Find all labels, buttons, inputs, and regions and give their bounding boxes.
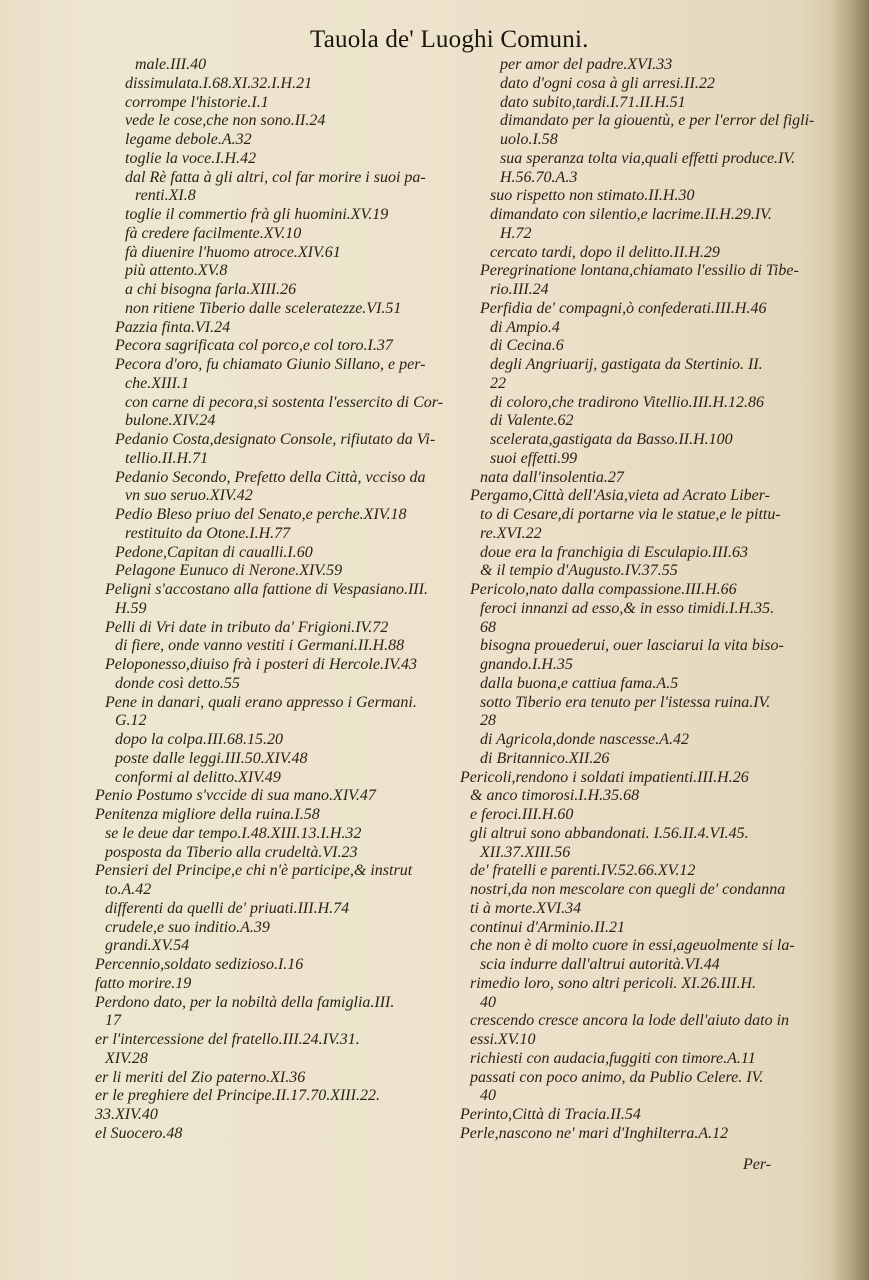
left-entry-line: Peloponesso,diuiso frà i posteri di Hercole.IV.43 bbox=[105, 656, 417, 673]
left-entry-line: di fiere, onde vanno vestiti i Germani.II.H.88 bbox=[115, 637, 405, 655]
left-entry-line: to.A.42 bbox=[105, 881, 152, 898]
right-entry-line: & anco timorosi.I.H.35.68 bbox=[470, 787, 640, 805]
left-entry-line: 17 bbox=[105, 1012, 121, 1030]
index-column-right bbox=[460, 56, 815, 1144]
right-entry-line: di Britannico.XII.26 bbox=[480, 749, 610, 767]
right-entry-line: 22 bbox=[490, 374, 506, 392]
right-entry-line: Perinto,Città di Tracia.II.54 bbox=[460, 1106, 641, 1123]
left-entry-line: corrompe l'historie.I.1 bbox=[125, 93, 269, 111]
right-entry-line: 28 bbox=[480, 712, 496, 730]
left-entry-line: H.59 bbox=[115, 599, 147, 617]
left-entry-line: tellio.II.H.71 bbox=[125, 449, 209, 467]
left-entry-line: Pecora d'oro, fu chiamato Giunio Sillano, e per- bbox=[115, 356, 426, 373]
left-entry-line: vede le cose,che non sono.II.24 bbox=[125, 112, 326, 130]
left-entry-line: a chi bisogna farla.XIII.26 bbox=[125, 281, 297, 298]
right-entry-line: rimedio loro, sono altri pericoli. XI.26.III.H. bbox=[470, 974, 757, 992]
right-entry-line: & il tempio d'Augusto.IV.37.55 bbox=[480, 562, 678, 580]
left-entry-line: che.XIII.1 bbox=[125, 374, 189, 392]
right-entry-line: bisogna prouederui, ouer lasciarui la vita biso- bbox=[480, 637, 784, 655]
left-entry-line: Pecora sagrificata col porco,e col toro.I.37 bbox=[115, 337, 393, 355]
left-entry-line: fà credere facilmente.XV.10 bbox=[125, 224, 302, 242]
right-entry-line: H.72 bbox=[500, 224, 532, 242]
left-entry-line: renti.XI.8 bbox=[135, 187, 196, 205]
right-entry-line: to di Cesare,di portarne via le statue,e le pittu- bbox=[480, 506, 781, 523]
left-entry-line: 33.XIV.40 bbox=[95, 1106, 158, 1123]
right-entry-line: di Cecina.6 bbox=[490, 337, 564, 355]
left-entry-line: dopo la colpa.III.68.15.20 bbox=[115, 731, 283, 748]
right-entry-line: sotto Tiberio era tenuto per l'istessa ruina.IV. bbox=[480, 693, 771, 711]
left-entry-line: fà diuenire l'huomo atroce.XIV.61 bbox=[125, 243, 341, 261]
left-entry-line: Pedio Bleso priuo del Senato,e perche.XIV.18 bbox=[115, 506, 407, 523]
right-entry-line: uolo.I.58 bbox=[500, 131, 558, 148]
left-entry-line: el Suocero.48 bbox=[95, 1124, 183, 1142]
left-entry-line: dal Rè fatta à gli altri, col far morire i suoi pa- bbox=[125, 168, 426, 186]
left-entry-line: Pazzia finta.VI.24 bbox=[115, 318, 231, 336]
left-entry-line: poste dalle leggi.III.50.XIV.48 bbox=[115, 749, 308, 767]
left-entry-line: grandi.XV.54 bbox=[105, 937, 190, 955]
right-entry-line: di coloro,che tradirono Vitellio.III.H.12.86 bbox=[490, 393, 765, 411]
left-entry-line: non ritiene Tiberio dalle sceleratezze.VI.51 bbox=[125, 299, 402, 317]
right-entry-line: feroci innanzi ad esso,& in esso timidi.I.H.35. bbox=[480, 599, 775, 617]
left-entry-line: Pelagone Eunuco di Nerone.XIV.59 bbox=[115, 562, 343, 580]
left-entry-line: Pedanio Secondo, Prefetto della Città, vcciso da bbox=[115, 468, 426, 486]
right-entry-line: ti à morte.XVI.34 bbox=[470, 899, 582, 917]
left-entry-line: toglie il commertio frà gli huomini.XV.19 bbox=[125, 206, 389, 223]
right-entry-line: gnando.I.H.35 bbox=[480, 656, 573, 673]
left-entry-line: donde così detto.55 bbox=[115, 674, 240, 692]
page-header: Tauola de' Luoghi Comuni. bbox=[310, 26, 589, 53]
right-entry-line: Peregrinatione lontana,chiamato l'essilio di Tibe- bbox=[480, 262, 799, 280]
right-entry-line: doue era la franchigia di Esculapio.III.63 bbox=[480, 543, 748, 561]
left-entry-line: conformi al delitto.XIV.49 bbox=[115, 768, 281, 786]
left-entry-line: con carne di pecora,si sostenta l'essercito di Cor- bbox=[125, 393, 444, 411]
right-entry-line: XII.37.XIII.56 bbox=[480, 843, 571, 861]
right-entry-line: Pericoli,rendono i soldati impatienti.III.H.26 bbox=[460, 768, 749, 786]
right-entry-line: crescendo cresce ancora la lode dell'aiuto dato in bbox=[470, 1012, 790, 1030]
left-entry-line: restituito da Otone.I.H.77 bbox=[125, 524, 291, 542]
left-entry-line: bulone.XIV.24 bbox=[125, 412, 216, 430]
right-entry-line: cercato tardi, dopo il delitto.II.H.29 bbox=[490, 243, 720, 261]
left-entry-line: differenti da quelli de' priuati.III.H.74 bbox=[105, 899, 350, 917]
left-entry-line: Percennio,soldato sedizioso.I.16 bbox=[95, 956, 304, 973]
right-entry-line: per amor del padre.XVI.33 bbox=[500, 56, 673, 73]
left-entry-line: er le preghiere del Principe.II.17.70.XIII.22. bbox=[95, 1087, 380, 1105]
right-entry-line: dalla buona,e cattiua fama.A.5 bbox=[480, 674, 679, 692]
left-entry-line: Pensieri del Principe,e chi n'è participe,& instrut bbox=[95, 862, 413, 880]
left-entry-line: posposta da Tiberio alla crudeltà.VI.23 bbox=[105, 843, 358, 861]
right-entry-line: dato d'ogni cosa à gli arresi.II.22 bbox=[500, 74, 715, 92]
index-column-left bbox=[95, 56, 455, 1144]
left-entry-line: XIV.28 bbox=[105, 1049, 148, 1067]
right-entry-line: continui d'Arminio.II.21 bbox=[470, 918, 625, 936]
right-entry-line: 40 bbox=[480, 993, 496, 1011]
left-entry-line: er li meriti del Zio paterno.XI.36 bbox=[95, 1068, 306, 1086]
left-entry-line: legame debole.A.32 bbox=[125, 131, 252, 148]
left-entry-line: Pedanio Costa,designato Console, rifiutato da Vi- bbox=[115, 431, 436, 448]
right-entry-line: che non è di molto cuore in essi,ageuolmente si la- bbox=[470, 937, 795, 955]
right-entry-line: degli Angriuarij, gastigata da Stertinio. II. bbox=[490, 356, 763, 373]
left-entry-line: Penitenza migliore della ruina.I.58 bbox=[95, 806, 320, 823]
page-gutter-shadow bbox=[831, 0, 869, 1280]
left-entry-line: vn suo seruo.XIV.42 bbox=[125, 487, 253, 505]
right-entry-line: richiesti con audacia,fuggiti con timore.A.11 bbox=[470, 1049, 756, 1067]
right-entry-line: scia indurre dall'altrui autorità.VI.44 bbox=[480, 956, 720, 973]
left-entry-line: se le deue dar tempo.I.48.XIII.13.I.H.32 bbox=[105, 824, 362, 842]
left-entry-line: er l'intercessione del fratello.III.24.IV.31. bbox=[95, 1031, 360, 1048]
right-entry-line: 68 bbox=[480, 618, 496, 636]
right-entry-line: H.56.70.A.3 bbox=[500, 168, 578, 186]
left-entry-line: G.12 bbox=[115, 712, 147, 730]
left-entry-line: toglie la voce.I.H.42 bbox=[125, 149, 257, 167]
right-entry-line: suo rispetto non stimato.II.H.30 bbox=[490, 187, 695, 205]
left-entry-line: Pene in danari, quali erano appresso i Germani. bbox=[105, 693, 417, 711]
right-entry-line: 40 bbox=[480, 1087, 496, 1105]
left-entry-line: crudele,e suo inditio.A.39 bbox=[105, 918, 270, 936]
right-entry-line: dimandato con silentio,e lacrime.II.H.29.IV. bbox=[490, 206, 772, 223]
right-entry-line: Pergamo,Città dell'Asia,vieta ad Acrato Liber- bbox=[470, 487, 770, 505]
left-entry-line: dissimulata.I.68.XI.32.I.H.21 bbox=[125, 74, 313, 92]
left-entry-line: Penio Postumo s'vccide di sua mano.XIV.47 bbox=[95, 787, 376, 805]
right-entry-line: Pericolo,nato dalla compassione.III.H.66 bbox=[470, 581, 737, 598]
left-entry-line: Peligni s'accostano alla fattione di Vespasiano.III. bbox=[105, 581, 428, 598]
right-entry-line: dimandato per la giouentù, e per l'error del figli- bbox=[500, 112, 815, 130]
right-entry-line: de' fratelli e parenti.IV.52.66.XV.12 bbox=[470, 862, 696, 880]
right-entry-line: dato subito,tardi.I.71.II.H.51 bbox=[500, 93, 686, 111]
left-entry-line: più attento.XV.8 bbox=[125, 262, 228, 280]
left-entry-line: fatto morire.19 bbox=[95, 974, 192, 992]
right-entry-line: Perfidia de' compagni,ò confederati.III.H.46 bbox=[480, 299, 767, 317]
right-entry-line: essi.XV.10 bbox=[470, 1031, 536, 1048]
right-entry-line: passati con poco animo, da Publio Celere. IV. bbox=[470, 1068, 764, 1086]
right-entry-line: nostri,da non mescolare con quegli de' condanna bbox=[470, 881, 786, 898]
right-entry-line: di Valente.62 bbox=[490, 412, 574, 430]
right-entry-line: e feroci.III.H.60 bbox=[470, 806, 574, 823]
left-entry-line: male.III.40 bbox=[135, 56, 207, 73]
right-entry-line: sua speranza tolta via,quali effetti produce.IV. bbox=[500, 149, 796, 167]
right-entry-line: scelerata,gastigata da Basso.II.H.100 bbox=[490, 431, 733, 448]
right-entry-line: rio.III.24 bbox=[490, 281, 549, 298]
catchword: Per- bbox=[743, 1156, 772, 1173]
right-entry-line: gli altrui sono abbandonati. I.56.II.4.VI.45. bbox=[470, 824, 749, 842]
left-entry-line: Pedone,Capitan di caualli.I.60 bbox=[115, 543, 313, 561]
right-entry-line: nata dall'insolentia.27 bbox=[480, 468, 624, 486]
right-entry-line: di Agricola,donde nascesse.A.42 bbox=[480, 731, 690, 748]
left-entry-line: Pelli di Vri date in tributo da' Frigioni.IV.72 bbox=[105, 618, 389, 636]
right-entry-line: Perle,nascono ne' mari d'Inghilterra.A.12 bbox=[460, 1124, 729, 1142]
right-entry-line: di Ampio.4 bbox=[490, 318, 560, 336]
right-entry-line: re.XVI.22 bbox=[480, 524, 542, 542]
left-entry-line: Perdono dato, per la nobiltà della famiglia.III. bbox=[95, 993, 395, 1011]
right-entry-line: suoi effetti.99 bbox=[490, 449, 578, 467]
